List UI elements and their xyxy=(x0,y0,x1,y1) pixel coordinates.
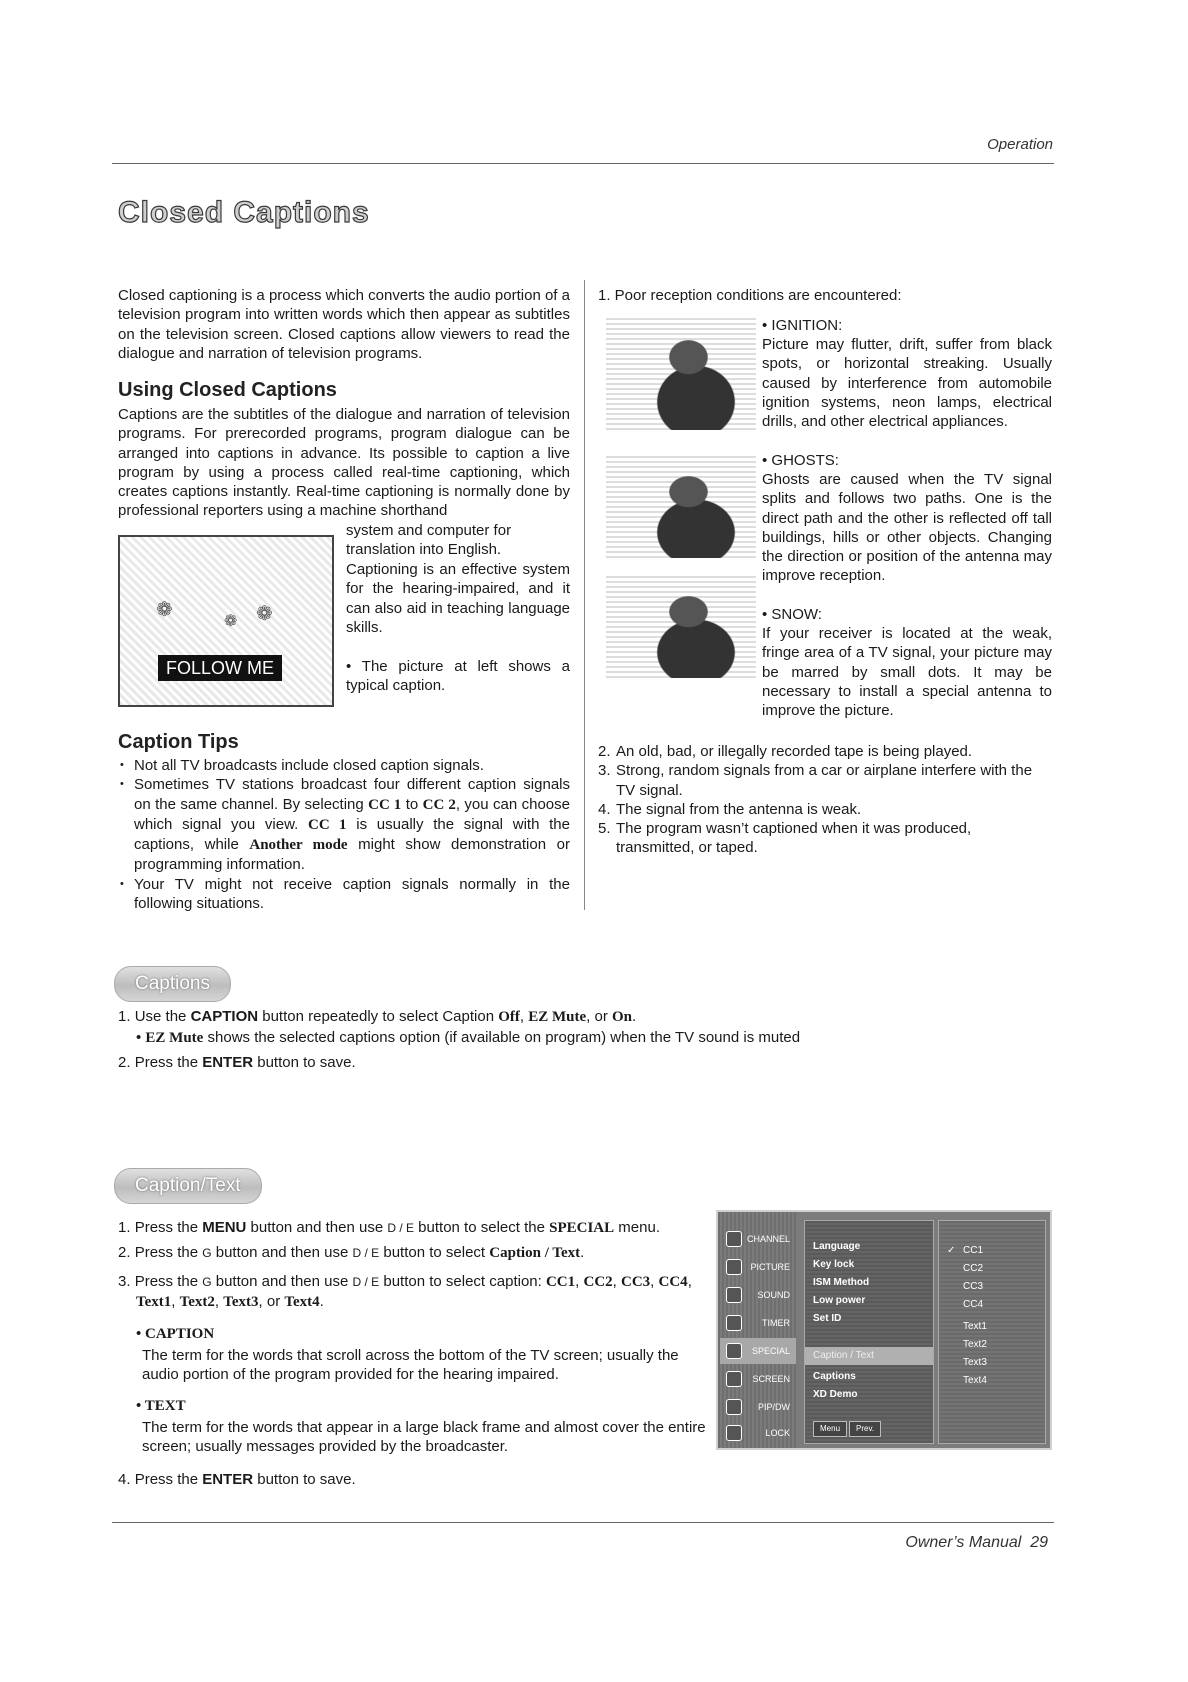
list-item: 3. Strong, random signals from a car or airplane interfere with the TV signal. xyxy=(598,762,1033,799)
screen-icon xyxy=(726,1371,742,1387)
caption-text-step-1: 1. Press the MENU button and then use D / E button to select the SPECIAL menu. xyxy=(118,1219,660,1236)
footer-rule xyxy=(112,1522,1054,1523)
crab-illustration: ❁ xyxy=(156,599,173,621)
osd-category-pipdw: PIP/DW xyxy=(720,1394,796,1420)
osd-item-low-power: Low power xyxy=(813,1295,866,1306)
text-term-body: The term for the words that appear in a large black frame and almost cover the entire screen; usually messages provided by the broadcaster. xyxy=(142,1419,706,1456)
osd-option: Text4 xyxy=(963,1375,987,1386)
osd-category-special: SPECIAL xyxy=(720,1338,796,1364)
osd-category-screen: SCREEN xyxy=(720,1366,796,1392)
check-icon: ✓ xyxy=(947,1245,956,1256)
osd-option: Text1 xyxy=(963,1321,987,1332)
osd-menu-button: Menu xyxy=(813,1421,847,1437)
osd-caption-options xyxy=(938,1220,1046,1444)
snow-interference-photo xyxy=(606,576,756,678)
osd-category-column xyxy=(718,1212,798,1448)
osd-option: CC3 xyxy=(963,1281,984,1292)
ghosts-interference-photo xyxy=(606,456,756,558)
osd-prev-button: Prev. xyxy=(849,1421,881,1437)
osd-category-timer: TIMER xyxy=(720,1310,796,1336)
captions-section-pill: Captions xyxy=(114,966,231,1002)
crab-illustration: ❁ xyxy=(224,613,238,630)
tip-item: • Your TV might not receive caption signals normally in the following situations. xyxy=(118,875,570,914)
using-captions-body-cont: system and computer for translation into English. xyxy=(346,522,512,559)
intro-paragraph: Closed captioning is a process which converts the audio portion of a television program into written words which then appear as subtitles on the television screen. Closed captions allow viewers to read the dialogue and narration of television programs. xyxy=(118,287,570,362)
pip-icon xyxy=(726,1399,742,1415)
snow-body: If your receiver is located at the weak, fringe area of a TV signal, your picture may be marred by small dots. It may be necessary to install a special antenna to improve the picture. xyxy=(762,625,1052,720)
caption-example-figure xyxy=(118,535,334,707)
osd-option: CC1 xyxy=(963,1245,984,1256)
list-item: 4. The signal from the antenna is weak. xyxy=(598,800,862,818)
snow-title: • SNOW: xyxy=(762,606,822,623)
tip-item: • Sometimes TV stations broadcast four different caption signals on the same channel. By selecting CC 1 to CC 2, you can choose which signal you view. CC 1 is usually the signal with the captions, while Another mode might show demonstration or programming information. xyxy=(118,775,570,874)
tip-item: • Not all TV broadcasts include closed caption signals. xyxy=(118,756,570,775)
osd-item-captions: Captions xyxy=(813,1371,856,1382)
caption-text-step-3: 3. Press the G button and then use D / E button to select caption: CC1, CC2, CC3, CC4, Text1, Text2, Text3, or Text4. xyxy=(118,1273,692,1311)
osd-category-sound: SOUND xyxy=(720,1282,796,1308)
captions-step-2: 2. Press the ENTER button to save. xyxy=(118,1054,356,1071)
captions-step-1: 1. Use the CAPTION button repeatedly to select Caption Off, EZ Mute, or On. xyxy=(118,1008,637,1025)
header-rule xyxy=(112,163,1054,164)
osd-option: Text2 xyxy=(963,1339,987,1350)
osd-item-language: Language xyxy=(813,1241,861,1252)
osd-category-channel: CHANNEL xyxy=(720,1226,796,1252)
osd-option: CC2 xyxy=(963,1263,984,1274)
crab-illustration: ❁ xyxy=(256,603,273,625)
osd-item-key-lock: Key lock xyxy=(813,1259,855,1270)
special-icon xyxy=(726,1343,742,1359)
osd-option: Text3 xyxy=(963,1357,987,1368)
osd-item-caption-text: Caption / Text xyxy=(813,1350,874,1361)
osd-special-items xyxy=(804,1220,934,1444)
ghosts-title: • GHOSTS: xyxy=(762,452,839,469)
osd-option: CC4 xyxy=(963,1299,984,1310)
picture-icon xyxy=(726,1259,742,1275)
using-captions-heading: Using Closed Captions xyxy=(118,379,337,401)
caption-sample-text: FOLLOW ME xyxy=(158,655,282,681)
using-captions-body: Captions are the subtitles of the dialogue and narration of television programs. For prerecorded programs, program dialogue can be arranged into captions in advance. Its possible to caption a live program by using a process called real-time captioning, which creates captions instantly. Real-time captioning is normally done by professional reporters using a machine shorthand xyxy=(118,406,570,520)
lock-icon xyxy=(726,1425,742,1441)
ignition-body: Picture may flutter, drift, suffer from black spots, or horizontal streaking. Usually caused by interference from automobile ignition systems, neon lamps, electrical drills, and other electrical appliances. xyxy=(762,336,1052,431)
list-item: 5. The program wasn’t captioned when it was produced, transmitted, or taped. xyxy=(598,820,972,857)
caption-term-title: • CAPTION xyxy=(136,1326,215,1342)
osd-item-ism-method: ISM Method xyxy=(813,1277,870,1288)
ez-mute-note: • EZ Mute shows the selected captions option (if available on program) when the TV sound is muted xyxy=(136,1029,801,1046)
page-number: 29 xyxy=(1030,1534,1048,1551)
osd-item-set-id: Set ID xyxy=(813,1313,842,1324)
caption-text-section-pill: Caption/Text xyxy=(114,1168,262,1204)
osd-special-menu-screenshot xyxy=(716,1210,1052,1450)
reception-other-causes xyxy=(598,742,1052,858)
list-item: 2. An old, bad, or illegally recorded tape is being played. xyxy=(598,743,973,760)
ignition-interference-photo xyxy=(606,318,756,430)
ghosts-body: Ghosts are caused when the TV signal splits and follows two paths. One is the direct path and the other is reflected off tall buildings, hills or other objects. Changing the direction or position of the antenna may improve reception. xyxy=(762,471,1052,585)
ignition-title: • IGNITION: xyxy=(762,317,843,334)
footer-label: Owner’s Manual 29 xyxy=(905,1534,1048,1551)
osd-category-picture: PICTURE xyxy=(720,1254,796,1280)
caption-text-step-4: 4. Press the ENTER button to save. xyxy=(118,1471,356,1488)
osd-category-lock: LOCK xyxy=(720,1420,796,1446)
page-title: Closed Captions xyxy=(118,196,370,229)
column-divider xyxy=(584,280,585,910)
channel-icon xyxy=(726,1231,742,1247)
caption-term-body: The term for the words that scroll across the bottom of the TV screen; usually the audio portion of the program provided for the hearing impaired. xyxy=(142,1347,679,1384)
header-section-label: Operation xyxy=(987,136,1053,153)
using-captions-body-cont2: Captioning is an effective system for the hearing-impaired, and it can also aid in teaching language skills. xyxy=(346,561,570,636)
timer-icon xyxy=(726,1315,742,1331)
caption-tips-heading: Caption Tips xyxy=(118,731,239,753)
caption-tips-list xyxy=(118,756,570,913)
caption-text-step-2: 2. Press the G button and then use D / E button to select Caption / Text. xyxy=(118,1244,585,1261)
figure-note: • The picture at left shows a typical caption. xyxy=(346,658,570,695)
sound-icon xyxy=(726,1287,742,1303)
text-term-title: • TEXT xyxy=(136,1398,186,1414)
osd-item-xd-demo: XD Demo xyxy=(813,1389,858,1400)
reception-lead: 1. Poor reception conditions are encountered: xyxy=(598,287,902,304)
